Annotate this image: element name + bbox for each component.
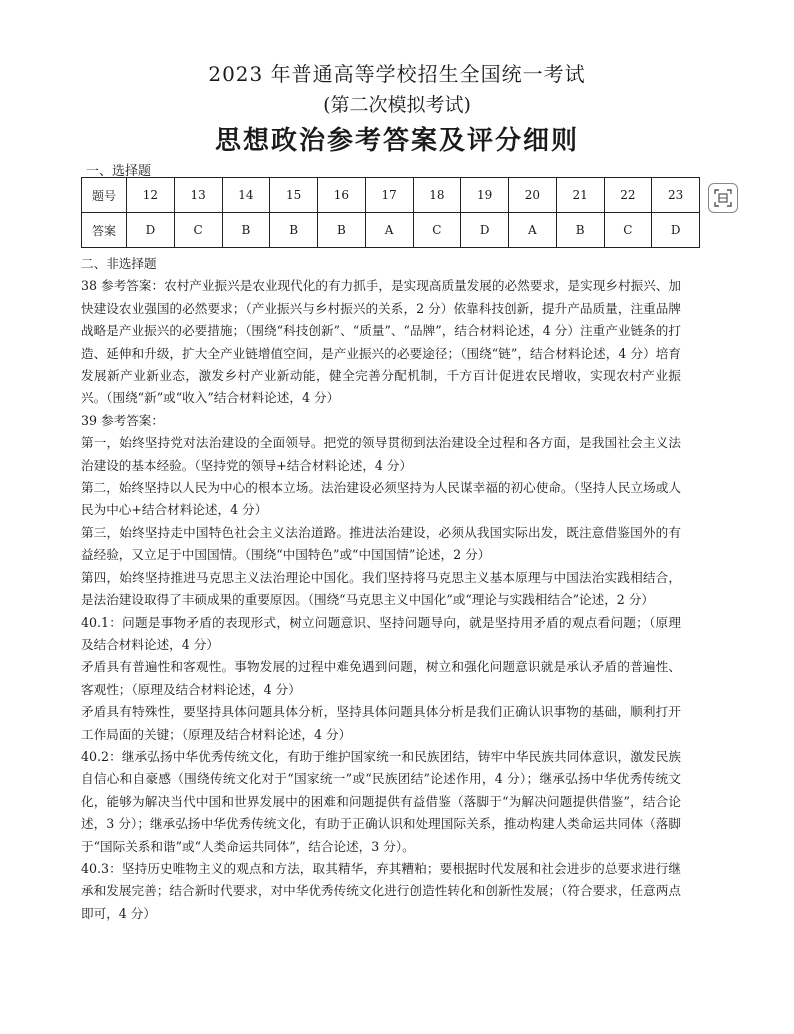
answer-40-1-a: 40.1：问题是事物矛盾的表现形式，树立问题意识、坚持问题导向，就是坚持用矛盾的观点看问题；（原理及结合材料论述，4 分） [81,614,681,652]
answer-cell: A [365,213,413,248]
answer-39-point-4: 第四，始终坚持推进马克思主义法治理论中国化。我们坚持将马克思主义基本原理与中国法治实践相结合，是法治建设取得了丰硕成果的重要原因。（围绕“马克思主义中国化”或“理论与实践相结合”论述，2 分） [81,569,681,608]
answer-39-heading: 39 参考答案： [81,412,164,428]
answer-cell: C [604,213,652,248]
answer-40-1-c: 矛盾具有特殊性，要坚持具体问题具体分析，坚持具体问题具体分析是我们正确认识事物的基础，顺利打开工作局面的关键；（原理及结合材料论述，4 分） [81,704,681,742]
question-number: 14 [222,178,270,213]
question-number: 20 [509,178,557,213]
question-number: 19 [461,178,509,213]
question-number: 16 [318,178,366,213]
answer-39-point-2: 第二，始终坚持以人民为中心的根本立场。法治建设必须坚持为人民谋幸福的初心使命。（坚持人民立场或人民为中心+结合材料论述，4 分） [81,480,681,518]
non-choice-section [81,253,681,925]
question-number: 22 [604,178,652,213]
page-title: 思想政治参考答案及评分细则 [214,126,579,156]
question-number: 18 [413,178,461,213]
answer-40-1-b: 矛盾具有普遍性和客观性。事物发展的过程中难免遇到问题，树立和强化问题意识就是承认矛盾的普遍性、客观性；（原理及结合材料论述，4 分） [81,659,681,697]
answer-cell: D [127,213,175,248]
answer-39-point-1: 第一，始终坚持党对法治建设的全面领导。把党的领导贯彻到法治建设全过程和各方面，是我国社会主义法治建设的基本经验。（坚持党的领导+结合材料论述，4 分） [81,435,681,473]
scan-icon[interactable] [708,183,738,213]
table-row-numbers [82,178,700,213]
answer-cell: C [413,213,461,248]
answer-cell: B [222,213,270,248]
answer-table [81,177,700,248]
row-label-answer: 答案 [82,213,127,248]
answer-cell: B [556,213,604,248]
answer-cell: D [652,213,700,248]
answer-40-2: 40.2：继承弘扬中华优秀传统文化，有助于维护国家统一和民族团结，铸牢中华民族共同体意识，激发民族自信心和自豪感（围绕传统文化对于“国家统一”或“民族团结”论述作用，4 分）；继承弘扬中华优秀传统文化，能够为解决当代中国和世界发展中的困难和问题提供有益借鉴（落脚于“为解决问题提供借鉴”，结合论述，3 分）；继承弘扬中华优秀传统文化，有助于正确认识和处理国际关系，推动构建人类命运共同体（落脚于“国际关系和谐”或“人类命运共同体”，结合论述，3 分）。 [81,748,681,854]
question-number: 15 [270,178,318,213]
exam-title: 2023 年普通高等学校招生全国统一考试 [208,62,586,86]
section-subjective-title: 二、非选择题 [81,256,157,271]
section-choice-title: 一、选择题 [86,164,152,179]
answer-40-3: 40.3：坚持历史唯物主义的观点和方法，取其精华，弃其糟粕；要根据时代发展和社会进步的总要求进行继承和发展完善；结合新时代要求，对中华优秀传统文化进行创造性转化和创新性发展；（符合要求，任意两点即可，4 分） [81,860,681,921]
answer-38: 38 参考答案：农村产业振兴是农业现代化的有力抓手，是实现高质量发展的必然要求，是实现乡村振兴、加快建设农业强国的必然要求；（产业振兴与乡村振兴的关系，2 分）依靠科技创新，提升产品质量，注重品牌战略是产业振兴的必要措施；（围绕“科技创新”、“质量”、“品牌”，结合材料论述，4 分）注重产业链条的打造、延伸和升级，扩大全产业链增值空间，是产业振兴的必要途径；（围绕“链”，结合材料论述，4 分）培育发展新产业新业态，激发乡村产业新动能，健全完善分配机制，千方百计促进农民增收，实现农村产业振兴。（围绕“新”或“收入”结合材料论述，4 分） [81,278,681,406]
question-number: 12 [127,178,175,213]
table-row-answers [82,213,700,248]
answer-39-point-3: 第三，始终坚持走中国特色社会主义法治道路。推进法治建设，必须从我国实际出发，既注意借鉴国外的有益经验，又立足于中国国情。（围绕“中国特色”或“中国国情”论述，2 分） [81,524,681,563]
answer-cell: B [270,213,318,248]
row-label-number: 题号 [82,178,127,213]
answer-cell: C [174,213,222,248]
answer-cell: A [509,213,557,248]
answer-cell: B [318,213,366,248]
question-number: 23 [652,178,700,213]
question-number: 17 [365,178,413,213]
answer-cell: D [461,213,509,248]
question-number: 21 [556,178,604,213]
scan-icon-glyph [714,189,732,207]
exam-subtitle: (第二次模拟考试) [323,94,471,116]
question-number: 13 [174,178,222,213]
